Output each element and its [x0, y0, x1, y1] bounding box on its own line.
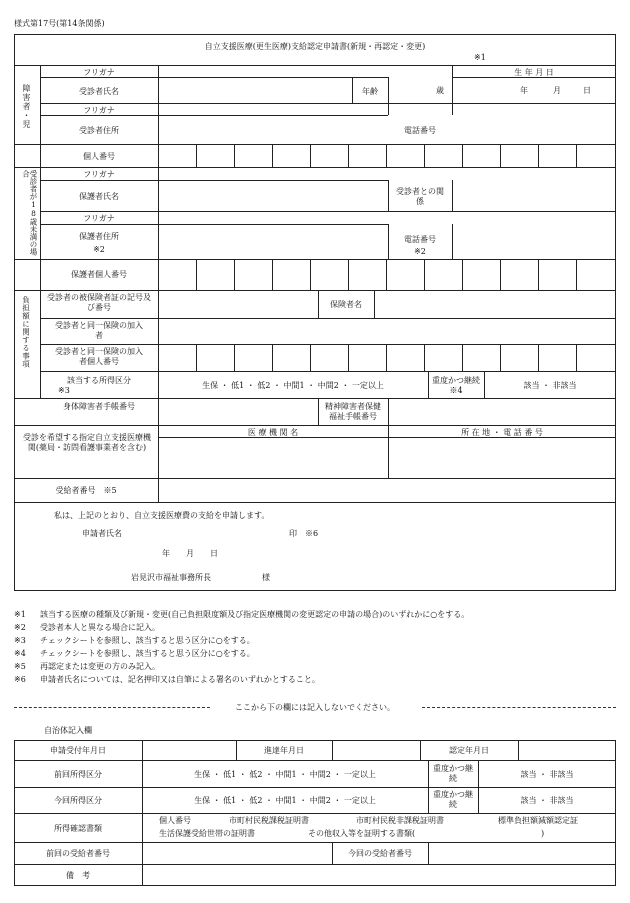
income-options[interactable]: 生保 ・ 低1 ・ 低2 ・ 中間1 ・ 中間2 ・ 一定以上 [202, 381, 384, 390]
patient-furigana-label: フリガナ [83, 68, 115, 77]
prev-severe-label: 重度かつ継続 [433, 764, 473, 783]
note-mark: ※6 [14, 675, 26, 684]
remarks-label: 備 考 [66, 871, 90, 880]
insured-card-label: 受診者の被保険者証の記号及び番号 [47, 293, 151, 312]
institution-label: 受診を希望する指定自立支援医療機関(薬局・訪問看護事業者を含む) [23, 433, 151, 452]
honorific: 様 [262, 573, 270, 582]
doc-option[interactable]: 市町村民税非課税証明書 [356, 816, 444, 825]
insurer-label: 保険者名 [330, 300, 362, 309]
patient-section-label: 障害者・児 [22, 84, 31, 129]
doc-option[interactable]: その他収入等を証明する書類( [308, 829, 416, 838]
guardian-name-label: 保護者氏名 [79, 192, 119, 201]
note-mark: ※5 [14, 662, 26, 671]
note-text: チェックシートを参照し、該当すると思う区分に○をする。 [40, 636, 255, 645]
declaration-text: 私は、上記のとおり、自立支援医療費の支給を申請します。 [54, 511, 270, 520]
note-mark: ※3 [14, 636, 26, 645]
curr-income-options[interactable]: 生保 ・ 低1 ・ 低2 ・ 中間1 ・ 中間2 ・ 一定以上 [194, 796, 376, 805]
guardian-section-label: 受診者が18歳未満の場合 [21, 170, 38, 256]
guardian-address-furigana: フリガナ [83, 214, 115, 223]
patient-address-label: 受診者住所 [79, 126, 119, 135]
guardian-address-label: 保護者住所 [79, 232, 119, 241]
docs-label: 所得確認書類 [54, 824, 102, 833]
received-date-label: 申請受付年月日 [50, 746, 106, 755]
doc-option[interactable]: 市町村民税課税証明書 [229, 816, 309, 825]
patient-name-label: 受診者氏名 [79, 87, 119, 96]
doc-option-close: ) [541, 829, 545, 838]
prev-recipient-label: 前回の受給者番号 [46, 849, 110, 858]
declaration-date: 年 月 日 [162, 549, 218, 558]
income-note: ※3 [58, 386, 70, 395]
title-note: ※1 [474, 53, 486, 62]
cut-line-text: ここから下の欄には記入しないでください。 [235, 703, 395, 712]
curr-recipient-label: 今回の受給者番号 [348, 849, 412, 858]
birthdate-header: 生 年 月 日 [514, 68, 554, 77]
note-mark: ※1 [14, 610, 26, 619]
addressee: 岩見沢市福祉事務所長 [131, 573, 211, 582]
note-text: 受診者本人と異なる場合に記入。 [40, 623, 160, 632]
same-insurance-label: 受診者と同一保険の加入者 [55, 321, 143, 340]
note-mark: ※2 [14, 623, 26, 632]
physical-handbook-label: 身体障害者手帳番号 [63, 402, 135, 411]
institution-name-header: 医 療 機 関 名 [247, 428, 299, 437]
note-text: 再認定または変更の方のみ記入。 [40, 662, 160, 671]
doc-option[interactable]: 個人番号 [159, 816, 191, 825]
note-mark: ※4 [14, 649, 26, 658]
relation-label: 受診者との関係 [396, 187, 444, 206]
curr-severe-label: 重度かつ継続 [433, 790, 473, 809]
patient-address-furigana: フリガナ [83, 106, 115, 115]
age-label: 年齢 [362, 87, 378, 96]
mental-handbook-label: 精神障害者保健福祉手帳番号 [325, 402, 381, 421]
doc-option[interactable]: 生活保護受給世帯の証明書 [159, 829, 255, 838]
guardian-id-label: 保護者個人番号 [71, 270, 127, 279]
prev-income-label: 前回所得区分 [54, 770, 102, 779]
recipient-number-label: 受給者番号 ※5 [55, 486, 117, 495]
same-insurance-id-label: 受診者と同一保険の加入者個人番号 [55, 347, 143, 366]
patient-id-label: 個人番号 [83, 152, 115, 161]
seal-mark: 印 ※6 [289, 529, 319, 538]
guardian-furigana-label: フリガナ [83, 170, 115, 179]
severe-label: 重度かつ継続※4 [432, 376, 480, 395]
note-text: チェックシートを参照し、該当すると思う区分に○をする。 [40, 649, 255, 658]
doc-option[interactable]: 標準負担額減額認定証 [498, 816, 578, 825]
form-title: 自立支援医療(更生医療)支給認定申請書(新規・再認定・変更) [204, 42, 426, 51]
curr-income-label: 今回所得区分 [54, 796, 102, 805]
severe-options[interactable]: 該当 ・ 非該当 [523, 381, 577, 390]
note-text: 該当する医療の種類及び新規・変更(自己負担限度額及び指定医療機関の変更認定の申請の場合)のいずれかに○をする。 [40, 610, 470, 619]
birth-year: 年 [520, 86, 528, 95]
income-class-label: 該当する所得区分 [67, 376, 131, 385]
guardian-phone-label: 電話番号 [404, 235, 436, 244]
guardian-phone-note: ※2 [414, 247, 426, 256]
applicant-label: 申請者氏名 [82, 529, 122, 538]
certified-date-label: 認定年月日 [449, 746, 489, 755]
burden-section-label: 負担額に関する事項 [21, 296, 31, 368]
institution-address-header: 所 在 地 ・ 電 話 番 号 [461, 428, 543, 437]
note-text: 申請者氏名については、記名押印又は自筆による署名のいずれかとすること。 [40, 675, 320, 684]
form-number: 様式第17号(第14条関係) [14, 19, 105, 28]
birth-day: 日 [583, 86, 591, 95]
patient-phone-label: 電話番号 [404, 126, 436, 135]
guardian-address-note: ※2 [93, 245, 105, 254]
prev-severe-options[interactable]: 該当 ・ 非該当 [520, 770, 574, 779]
prev-income-options[interactable]: 生保 ・ 低1 ・ 低2 ・ 中間1 ・ 中間2 ・ 一定以上 [194, 770, 376, 779]
age-unit: 歳 [436, 86, 444, 95]
curr-severe-options[interactable]: 該当 ・ 非該当 [520, 796, 574, 805]
office-section-title: 自治体記入欄 [44, 726, 92, 735]
birth-month: 月 [553, 86, 561, 95]
transmitted-date-label: 進達年月日 [264, 746, 304, 755]
